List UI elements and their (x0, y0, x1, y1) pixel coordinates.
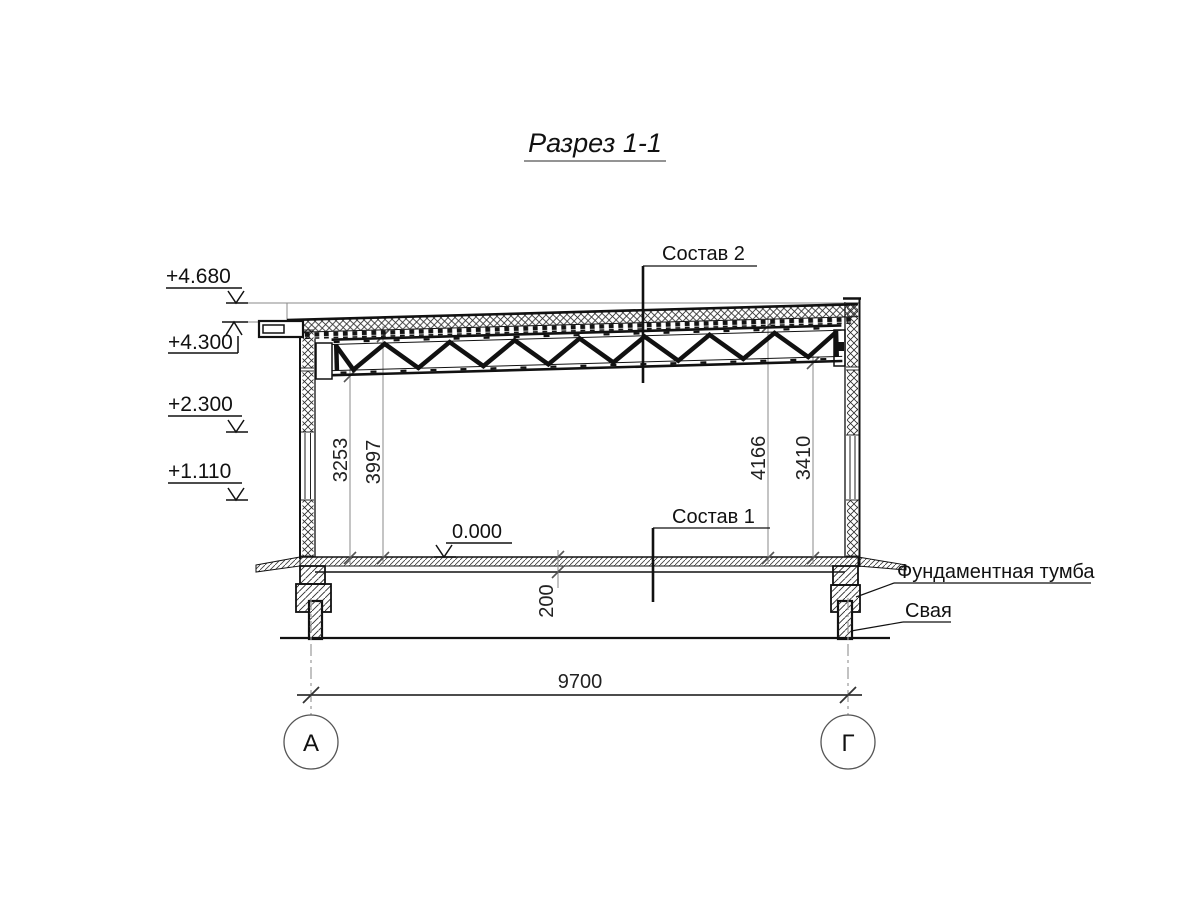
wall-hatch-segment (303, 500, 314, 556)
axis-label-a: А (302, 730, 320, 757)
foundation-callout-leader (856, 583, 894, 597)
roof-assembly (287, 304, 859, 376)
elevation-value-1110: +1.110 (168, 460, 232, 483)
elevation-value-4300: +4.300 (168, 331, 233, 354)
elevation-mark-1110 (168, 483, 248, 500)
zero-level-mark (434, 543, 512, 557)
drawing-title: Разрез 1-1 (528, 128, 662, 158)
truss-bearing-pad (835, 342, 844, 351)
callout-sostav-1: Состав 1 (672, 506, 755, 528)
axis-label-g: Г (841, 730, 855, 757)
elevation-value-4680: +4.680 (166, 265, 231, 288)
dim-value-3997: 3997 (363, 439, 385, 485)
dim-value-4166: 4166 (748, 435, 770, 481)
left-apron (256, 557, 300, 572)
dim-value-200: 200 (536, 584, 558, 618)
left-wall (300, 330, 315, 559)
wall-hatch-segment (847, 370, 858, 435)
foundation-right (831, 566, 860, 639)
elevation-value-2300: +2.300 (168, 393, 233, 416)
elevation-mark-4680 (166, 288, 248, 303)
truss-seat-left (316, 343, 332, 379)
dim-value-9700: 9700 (557, 671, 603, 693)
pile-right-hatch (838, 601, 852, 639)
dim-value-3253: 3253 (330, 437, 352, 483)
zero-level-value: 0.000 (452, 521, 503, 543)
elevation-mark-2300 (168, 416, 248, 432)
callout-foundation-pedestal: Фундаментная тумба (897, 561, 1095, 583)
dim-value-3410: 3410 (793, 435, 815, 481)
floor-slab (256, 557, 906, 572)
wall-hatch-segment (303, 371, 314, 432)
pedestal-upper-block (833, 566, 858, 585)
truss-end-post-left (336, 345, 337, 371)
pile-callout-leader (851, 622, 903, 631)
fascia-channel-inner (263, 325, 284, 333)
callout-sostav-2: Состав 2 (662, 243, 745, 265)
pedestal-upper-block (300, 566, 325, 584)
callout-pile: Свая (905, 600, 952, 622)
foundation-left (296, 566, 331, 639)
eave-fascia (259, 321, 303, 337)
wall-hatch-segment (847, 500, 858, 556)
